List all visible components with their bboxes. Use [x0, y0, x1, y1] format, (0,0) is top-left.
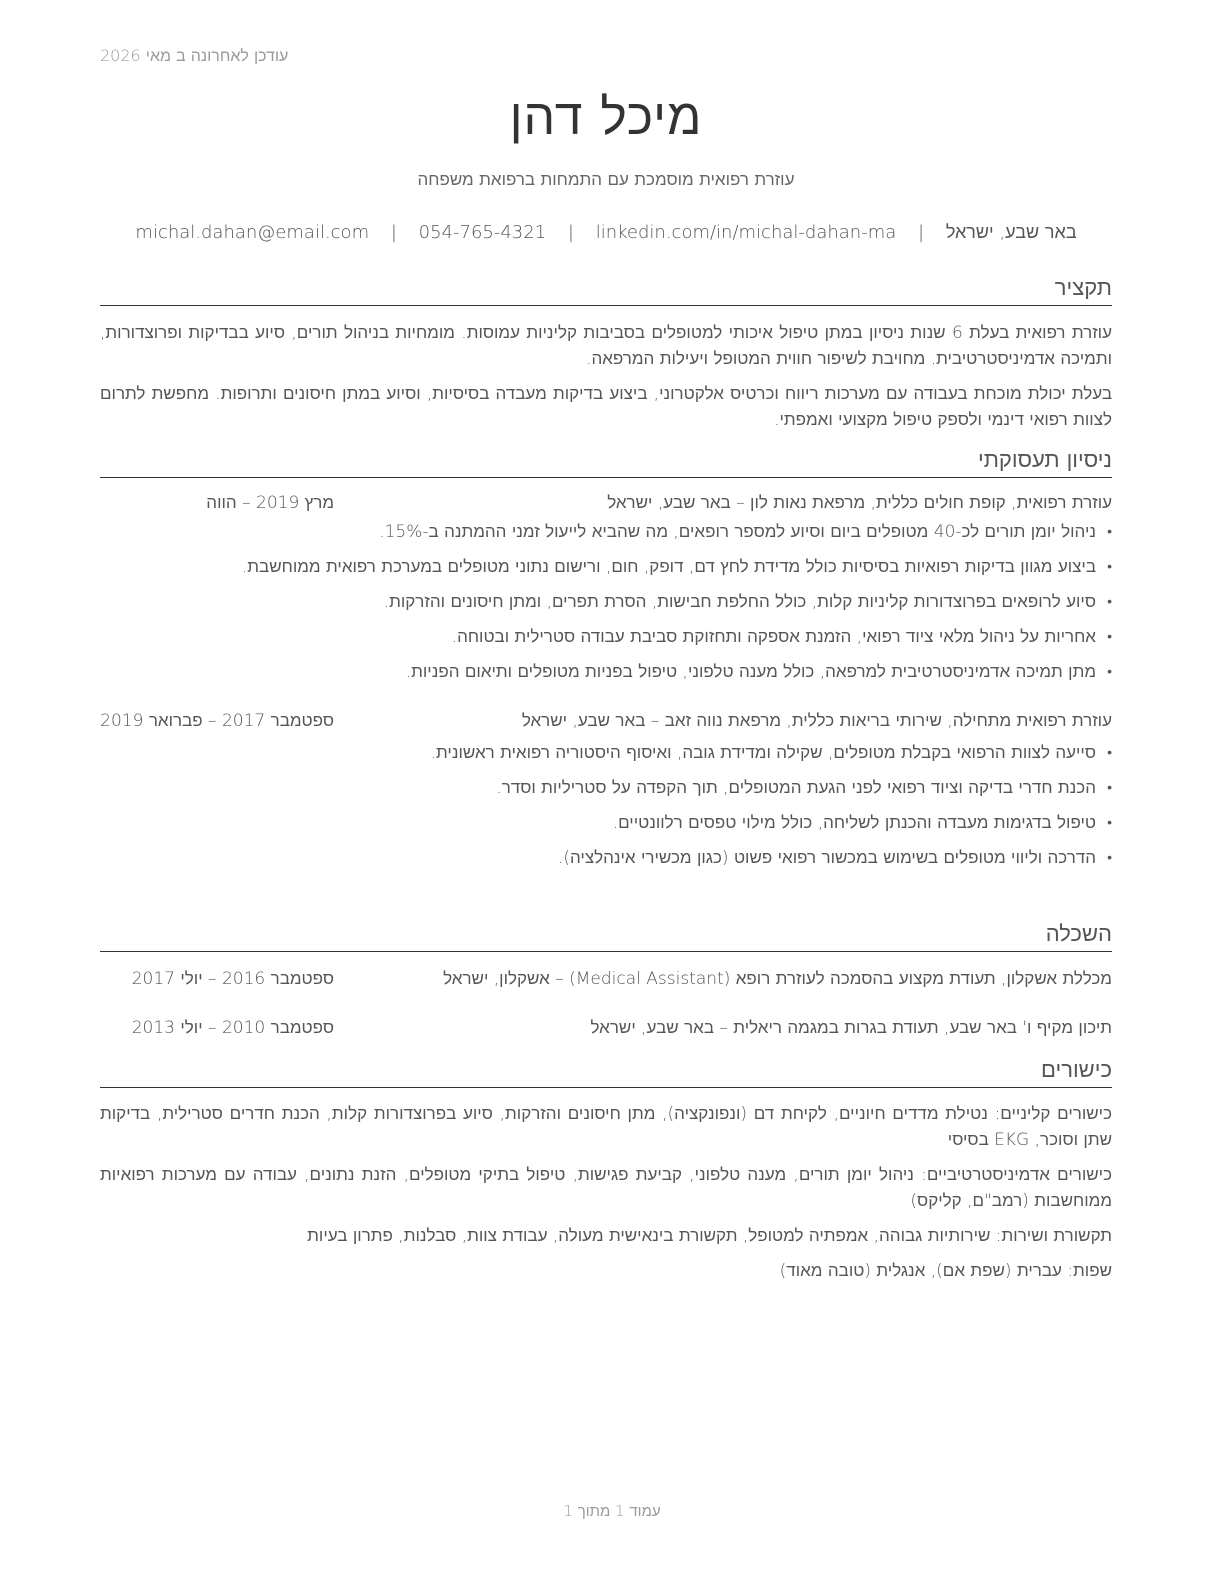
- job-bullet: • הכנת חדרי בדיקה וציוד רפואי לפני הגעת המטופלים, תוך הקפדה על סטריליות וסדר.: [100, 771, 1112, 806]
- resume-page: [100, 0, 1112, 1584]
- education-entry: [100, 1015, 1112, 1041]
- page-number: עמוד 1 מתוך 1: [563, 1502, 661, 1520]
- summary-paragraph: עוזרת רפואית בעלת 6 שנות ניסיון במתן טיפול איכותי למטופלים בסביבות קליניות עמוסות. מומחיות בניהול תורים, סיוע בבדיקות ופרוצדורות, ותמיכה אדמיניסטרטיבית. מחויבת לשיפור חווית המטופל ויעילות המרפאה.: [100, 323, 1112, 369]
- job-title: עוזרת רפואית, קופת חולים כללית, מרפאת נאות לון – באר שבע, ישראל: [607, 493, 1112, 513]
- job-title: עוזרת רפואית מתחילה, שירותי בריאות כללית, מרפאת נווה זאב – באר שבע, ישראל: [521, 711, 1112, 731]
- contact-separator: |: [918, 222, 925, 243]
- skills-heading: כישורים: [100, 1056, 1112, 1088]
- skills-item: כישורים אדמיניסטרטיביים: ניהול יומן תורים, מענה טלפוני, קביעת פגישות, טיפול בתיקי מטופלים, הזנת נתונים, עבודה עם מערכות רפואיות ממוחשבות (רמב"ם, קליקס): [100, 1165, 1112, 1211]
- experience-heading: ניסיון תעסוקתי: [100, 446, 1112, 478]
- education-entry: [100, 966, 1112, 992]
- job-entry: [100, 490, 1112, 690]
- contact-location: באר שבע, ישראל: [945, 222, 1077, 243]
- summary-heading: תקציר: [100, 274, 1112, 306]
- education-title: תיכון מקיף ו' באר שבע, תעודת בגרות במגמה ריאלית – באר שבע, ישראל: [590, 1018, 1112, 1038]
- job-bullet: • טיפול בדגימות מעבדה והכנתן לשליחה, כולל מילוי טפסים רלוונטיים.: [100, 806, 1112, 841]
- candidate-name: מיכל דהן: [509, 88, 703, 146]
- job-dates: מרץ 2019 – הווה: [206, 493, 334, 513]
- job-bullet: • סייעה לצוות הרפואי בקבלת מטופלים, שקילה ומדידת גובה, ואיסוף היסטוריה רפואית ראשונית.: [100, 736, 1112, 771]
- experience-section: [100, 446, 1112, 876]
- contact-separator: |: [567, 222, 574, 243]
- education-title: מכללת אשקלון, תעודת מקצוע בהסמכה לעוזרת רופא (Medical Assistant) – אשקלון, ישראל: [443, 969, 1112, 989]
- job-bullets: [100, 515, 1112, 690]
- skills-section: [100, 1056, 1112, 1284]
- job-header: [100, 708, 1112, 734]
- contact-email[interactable]: michal.dahan@email.com: [135, 222, 370, 243]
- education-dates: ספטמבר 2010 – יולי 2013: [131, 1018, 334, 1038]
- contact-line: [100, 222, 1112, 243]
- job-bullet: • הדרכה וליווי מטופלים בשימוש במכשור רפואי פשוט (כגון מכשירי אינהלציה).: [100, 841, 1112, 876]
- contact-separator: |: [390, 222, 397, 243]
- job-dates: ספטמבר 2017 – פברואר 2019: [100, 711, 334, 731]
- summary-section: [100, 274, 1112, 433]
- skills-item: כישורים קליניים: נטילת מדדים חיוניים, לקיחת דם (ונפונקציה), מתן חיסונים והזרקות, סיוע בפרוצדורות קלות, הכנת חדרים סטרילית, בדיקות שתן וסוכר, EKG בסיסי: [100, 1104, 1112, 1150]
- contact-linkedin[interactable]: linkedin.com/in/michal-dahan-ma: [595, 222, 897, 243]
- job-header: [100, 490, 1112, 516]
- education-section: [100, 920, 1112, 1041]
- job-bullet: • אחריות על ניהול מלאי ציוד רפואי, הזמנת אספקה ותחזוקת סביבת עבודה סטרילית ובטוחה.: [100, 620, 1112, 655]
- education-dates: ספטמבר 2016 – יולי 2017: [131, 969, 334, 989]
- summary-paragraph: בעלת יכולת מוכחת בעבודה עם מערכות ריווח וכרטיס אלקטרוני, ביצוע בדיקות מעבדה בסיסיות, וסיוע במתן חיסונים ותרופות. מחפשת לתרום לצוות רפואי דינמי ולספק טיפול מקצועי ואמפתי.: [100, 384, 1112, 430]
- job-entry: [100, 708, 1112, 876]
- job-bullet: • ניהול יומן תורים לכ-40 מטופלים ביום וסיוע למספר רופאים, מה שהביא לייעול זמני ההמתנה ב-15%.: [100, 515, 1112, 550]
- job-bullet: • מתן תמיכה אדמיניסטרטיבית למרפאה, כולל מענה טלפוני, טיפול בפניות מטופלים ותיאום הפניות.: [100, 655, 1112, 690]
- last-updated-note: עודכן לאחרונה ב מאי 2026: [100, 46, 289, 65]
- contact-phone[interactable]: 054-765-4321: [418, 222, 547, 243]
- skills-item: תקשורת ושירות: שירותיות גבוהה, אמפתיה למטופל, תקשורת בינאישית מעולה, עבודת צוות, סבלנות, פתרון בעיות: [307, 1226, 1112, 1246]
- education-heading: השכלה: [100, 920, 1112, 952]
- job-bullet: • סיוע לרופאים בפרוצדורות קליניות קלות, כולל החלפת חבישות, הסרת תפרים, ומתן חיסונים והזרקות.: [100, 585, 1112, 620]
- candidate-tagline: עוזרת רפואית מוסמכת עם התמחות ברפואת משפחה: [417, 170, 795, 190]
- job-bullets: [100, 736, 1112, 876]
- skills-item: שפות: עברית (שפת אם), אנגלית (טובה מאוד): [779, 1261, 1112, 1281]
- job-bullet: • ביצוע מגוון בדיקות רפואיות בסיסיות כולל מדידת לחץ דם, דופק, חום, ורישום נתוני מטופלים במערכת רפואית ממוחשבת.: [100, 550, 1112, 585]
